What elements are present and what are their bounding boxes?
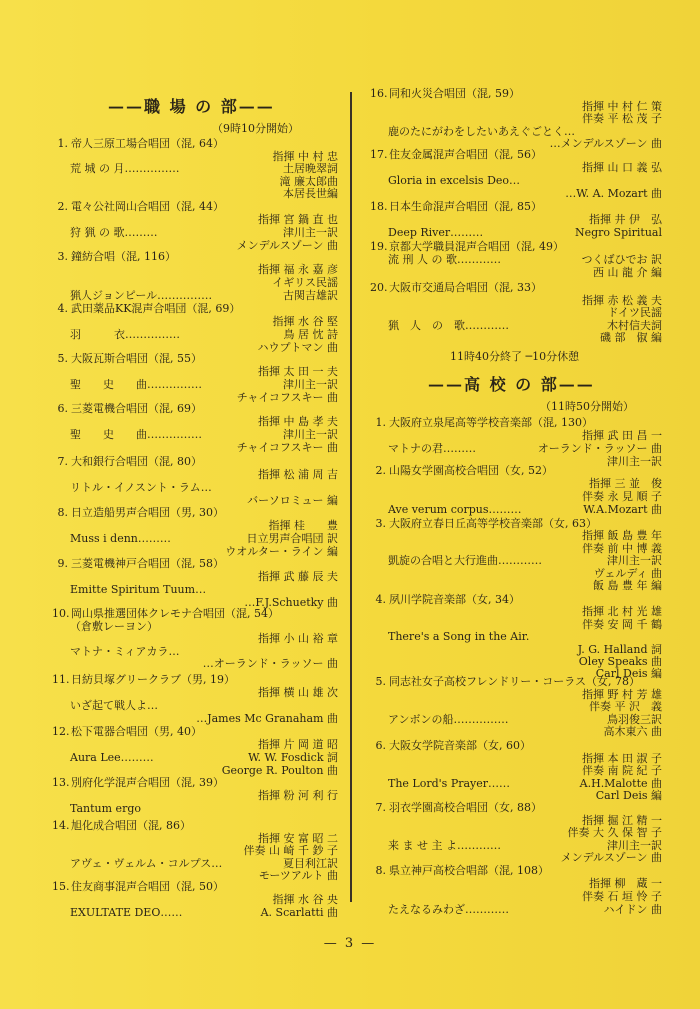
program-entry — [370, 802, 662, 865]
choir-name: 大和銀行合唱団（混, 80） — [71, 455, 202, 468]
entry-line — [370, 226, 662, 239]
song-title: Gloria in excelsis Deo… — [388, 174, 521, 187]
choir-name: 住友金属混声合唱団（混, 56） — [389, 148, 542, 161]
song-title: たえなるみわざ………… — [388, 903, 509, 916]
entry-header — [370, 240, 662, 253]
credit-text: 指揮 山 口 義 弘 — [582, 161, 662, 174]
entry-header — [52, 200, 338, 213]
credit-text: …オーランド・ラッソー 曲 — [202, 657, 338, 671]
credit-text: バーソロミュー 編 — [247, 494, 338, 507]
entry-line — [370, 442, 662, 455]
entry-number: 1. — [375, 416, 386, 429]
entry-header — [370, 148, 662, 161]
credit-text: チャイコフスキー 曲 — [236, 441, 338, 454]
program-entry — [52, 455, 338, 507]
entry-number: 14. — [52, 819, 70, 832]
entry-header — [52, 402, 338, 415]
entry-number: 7. — [375, 801, 386, 814]
credit-text: 伴奏 山 崎 千 鈔 子 — [243, 844, 338, 858]
song-title: Ave verum corpus……… — [388, 503, 522, 516]
entry-line — [52, 263, 338, 276]
entry-line — [52, 315, 338, 328]
choir-name: 鐘紡合唱（混, 116） — [71, 250, 176, 263]
credit-text: 日立男声合唱団 訳 — [246, 532, 338, 545]
credit-text: 指揮 井 伊 弘 — [589, 213, 662, 226]
entry-number: 4. — [375, 593, 386, 606]
page-number: — 3 — — [323, 936, 377, 951]
credit-text: 指揮 水 谷 堅 — [272, 315, 338, 328]
program-entry — [370, 88, 662, 151]
choir-name: 岡山県推選団体クレモナ合唱団（混, 54） — [71, 607, 279, 620]
entry-header — [52, 352, 338, 365]
entry-line — [370, 253, 662, 266]
song-title: 猟 人 の 歌………… — [388, 318, 509, 332]
credit-text: A. Scarlatti 曲 — [260, 906, 338, 919]
program-entry — [52, 608, 338, 671]
credit-text: 磯 部 俶 編 — [600, 331, 662, 345]
credit-text: 伴奏 石 垣 怜 子 — [582, 890, 662, 903]
program-entry — [370, 240, 662, 279]
entry-line — [370, 726, 662, 739]
song-title: 凱旋の合唱と大行進曲………… — [388, 554, 542, 568]
song-title: 聖 史 曲…………… — [70, 378, 202, 391]
program-entry — [370, 282, 662, 345]
choir-name: 山陽女学園高校合唱団（女, 52） — [389, 464, 553, 477]
credit-text: 指揮 粉 河 利 行 — [258, 789, 338, 802]
song-title: Aura Lee……… — [70, 751, 154, 764]
entry-line — [370, 827, 662, 840]
credit-text: 指揮 赤 松 義 夫 — [582, 293, 662, 307]
credit-text: 指揮 水 谷 央 — [272, 893, 338, 906]
credit-text: 指揮 飯 島 豊 年 — [582, 529, 662, 543]
entry-header — [52, 138, 338, 151]
start-time-note: （11時50分開始） — [540, 400, 634, 413]
entry-line — [52, 751, 338, 764]
start-time-note: （9時10分開始） — [212, 122, 299, 135]
entry-line — [370, 429, 662, 442]
entry-line — [52, 378, 338, 391]
choir-name: 県立神戸高校合唱部（混, 108） — [389, 864, 549, 877]
program-entry — [370, 594, 662, 681]
entry-number: 5. — [375, 675, 386, 688]
entry-number: 5. — [57, 352, 68, 365]
entry-line — [370, 332, 662, 345]
entry-number: 15. — [52, 880, 70, 893]
choir-name: 大阪府立春日丘高等学校音楽部（女, 63） — [389, 517, 597, 530]
entry-line — [52, 365, 338, 378]
credit-text: 滝 廉太郎曲 — [279, 174, 338, 188]
credit-text: 津川主一訳 — [607, 554, 662, 568]
credit-text: J. G. Halland 詞 — [577, 642, 662, 656]
credit-text: 津川主一訳 — [283, 378, 338, 391]
entry-number: 2. — [57, 200, 68, 213]
entry-line — [370, 490, 662, 503]
song-title: アンボンの船…………… — [388, 712, 509, 726]
entry-line — [370, 307, 662, 320]
song-title: The Lord's Prayer…… — [388, 776, 511, 790]
entry-line — [370, 890, 662, 903]
entry-line — [370, 213, 662, 226]
entry-line — [52, 415, 338, 428]
song-title: （倉敷レーヨン） — [70, 619, 158, 633]
credit-text: 指揮 野 村 芳 雄 — [582, 687, 662, 701]
entry-number: 3. — [57, 250, 68, 263]
entry-line — [52, 570, 338, 583]
credit-text: 指揮 桂 豊 — [268, 519, 338, 532]
credit-text: ドイツ民謡 — [607, 306, 662, 320]
entry-header — [52, 776, 338, 789]
choir-name: 三菱電機合唱団（混, 69） — [71, 402, 202, 415]
entry-line — [52, 789, 338, 802]
entry-line — [370, 530, 662, 542]
credit-text: …メンデルスゾーン 曲 — [549, 137, 662, 151]
program-entry — [370, 676, 662, 739]
credit-text: 指揮 北 村 光 雄 — [582, 605, 662, 619]
song-title: 鹿のたにがわをしたいあえぐごとく… — [388, 124, 575, 138]
entry-line — [370, 161, 662, 174]
credit-text: …James Mc Granaham 曲 — [196, 712, 338, 725]
program-entry — [52, 200, 338, 252]
credit-text: イギリス民謡 — [272, 276, 338, 289]
credit-text: 指揮 三 並 俊 — [589, 477, 662, 490]
entry-header — [52, 673, 338, 686]
entry-line — [370, 631, 662, 643]
choir-name: 大阪市交通局合唱団（混, 33） — [389, 281, 542, 294]
entry-line — [52, 802, 338, 815]
entry-header — [370, 416, 662, 429]
entry-number: 4. — [57, 302, 68, 315]
entry-line — [52, 712, 338, 725]
credit-text: 指揮 中 島 孝 夫 — [258, 415, 338, 428]
entry-header — [52, 250, 338, 263]
credit-text: Oley Speaks 曲 — [578, 655, 662, 669]
entry-header — [370, 740, 662, 753]
entry-number: 2. — [375, 464, 386, 477]
credit-text: モーツアルト 曲 — [258, 869, 338, 883]
choir-name: 日紡貝塚グリークラブ（男, 19） — [71, 673, 235, 686]
entry-header — [52, 880, 338, 893]
song-title: 来 ま せ 主 よ………… — [388, 838, 501, 852]
song-title: いざ起て戦人よ… — [70, 699, 158, 712]
credit-text: 伴奏 南 院 紀 子 — [582, 764, 662, 778]
program-entry — [370, 740, 662, 803]
entry-number: 7. — [57, 455, 68, 468]
entry-line — [52, 532, 338, 545]
credit-text: メンデルスゾーン 曲 — [236, 239, 338, 252]
choir-name: 旭化成合唱団（混, 86） — [71, 819, 191, 832]
credit-text: 津川主一訳 — [607, 455, 662, 468]
choir-name: 日本生命混声合唱団（混, 85） — [389, 200, 542, 213]
entry-number: 9. — [57, 557, 68, 570]
choir-name: 電々公社岡山合唱団（混, 44） — [71, 200, 224, 213]
entry-header — [370, 464, 662, 477]
program-entry — [52, 352, 338, 404]
credit-text: 伴奏 永 見 順 子 — [582, 490, 662, 503]
entry-line — [370, 701, 662, 714]
entry-header — [52, 608, 338, 621]
entry-line — [52, 519, 338, 532]
credit-text: チャイコフスキー 曲 — [236, 391, 338, 404]
credit-text: 指揮 中 村 忠 — [272, 149, 338, 163]
program-entry — [370, 464, 662, 516]
song-title: アヴェ・ヴェルム・コルプス… — [70, 856, 223, 870]
credit-text: Carl Deis 編 — [595, 789, 662, 803]
credit-text: オーランド・ラッソー 曲 — [537, 442, 662, 455]
entry-line — [370, 903, 662, 916]
entry-line — [52, 633, 338, 646]
credit-text: A.H.Malotte 曲 — [579, 776, 662, 790]
entry-header — [370, 676, 662, 689]
program-entry — [52, 250, 338, 302]
section-title-highschool: ——高 校 の 部—— — [428, 375, 595, 394]
entry-line — [52, 289, 338, 302]
credit-text: 鳥羽俊三訳 — [607, 712, 662, 726]
entry-header — [370, 200, 662, 213]
program-entry — [52, 402, 338, 454]
credit-text: 指揮 太 田 一 夫 — [258, 365, 338, 378]
entry-number: 11. — [52, 673, 70, 686]
entry-line — [52, 893, 338, 906]
credit-text: つくばひでお 訳 — [581, 253, 662, 266]
entry-header — [52, 506, 338, 519]
entry-number: 18. — [370, 200, 388, 213]
credit-text: …W. A. Mozart 曲 — [565, 187, 662, 200]
credit-text: ハウプトマン 曲 — [257, 341, 338, 354]
entry-header — [370, 864, 662, 877]
program-entry — [52, 725, 338, 777]
entry-line — [52, 699, 338, 712]
entry-line — [52, 738, 338, 751]
song-title: マトナ・ミィアカラ… — [70, 644, 180, 658]
choir-name: 夙川学院音楽部（女, 34） — [389, 593, 520, 606]
entry-number: 10. — [52, 607, 70, 620]
song-title: EXULTATE DEO…… — [70, 906, 183, 919]
choir-name: 大阪府立泉尾高等学校音楽部（混, 130） — [389, 416, 593, 429]
song-title: Emitte Spiritum Tuum… — [70, 583, 207, 596]
choir-name: 松下電器合唱団（男, 40） — [71, 725, 202, 738]
entry-number: 20. — [370, 281, 388, 294]
credit-text: 高木東六 曲 — [603, 725, 662, 739]
credit-text: 伴奏 前 中 博 義 — [582, 541, 662, 555]
choir-name: 別府化学混声合唱団（混, 39） — [71, 776, 224, 789]
song-title: 狩 猟 の 歌……… — [70, 226, 158, 239]
entry-line — [52, 906, 338, 919]
entry-line — [52, 328, 338, 341]
entry-line — [370, 877, 662, 890]
credit-text: 指揮 武 田 昌 一 — [582, 429, 662, 442]
entry-line — [370, 765, 662, 778]
entry-line — [52, 226, 338, 239]
entry-line — [370, 266, 662, 279]
credit-text: 指揮 安 富 昭 二 — [258, 831, 338, 845]
song-title: Tantum ergo — [70, 802, 141, 815]
entry-number: 1. — [57, 137, 68, 150]
choir-name: 羽衣学園高校合唱団（女, 88） — [389, 801, 542, 814]
credit-text: 伴奏 平 沢 義 — [589, 700, 662, 714]
entry-line — [370, 477, 662, 490]
program-entry — [52, 302, 338, 354]
entry-line — [52, 163, 338, 176]
credit-text: 土居晩翠詞 — [283, 162, 338, 176]
choir-name: 同和火災合唱団（混, 59） — [389, 87, 520, 100]
entry-header — [52, 725, 338, 738]
program-entry — [52, 880, 338, 919]
song-title: 荒 城 の 月…………… — [70, 162, 180, 176]
credit-text: 指揮 片 岡 道 昭 — [258, 738, 338, 751]
program-entry — [370, 518, 662, 592]
program-entry — [52, 673, 338, 725]
choir-name: 日立造船男声合唱団（男, 30） — [71, 506, 224, 519]
song-title: 羽 衣…………… — [70, 328, 180, 341]
section-title-workplace: ——職 場 の 部—— — [108, 97, 275, 116]
entry-header — [52, 820, 338, 833]
song-title: 猟人ジョンピール…………… — [70, 289, 213, 302]
credit-text: 指揮 掘 江 精 一 — [582, 813, 662, 827]
entry-line — [370, 555, 662, 567]
entry-line — [370, 580, 662, 592]
choir-name: 武田薬品KK混声合唱団（混, 69） — [71, 302, 241, 315]
program-entry — [52, 776, 338, 815]
program-entry — [370, 148, 662, 200]
choir-name: 大阪女学院音楽部（女, 60） — [389, 739, 531, 752]
entry-number: 6. — [375, 739, 386, 752]
entry-number: 12. — [52, 725, 70, 738]
credit-text: 指揮 武 藤 辰 夫 — [258, 570, 338, 583]
entry-line — [52, 276, 338, 289]
credit-text: 津川主一訳 — [283, 226, 338, 239]
entry-line — [52, 845, 338, 858]
program-entry — [370, 864, 662, 916]
song-title: Muss i denn……… — [70, 532, 171, 545]
song-title: リトル・イノスント・ラム… — [70, 481, 212, 494]
credit-text: 鳥 居 忱 詩 — [283, 328, 338, 341]
song-title: マトナの君……… — [388, 442, 476, 455]
credit-text: W.A.Mozart 曲 — [583, 503, 662, 516]
entry-header — [52, 557, 338, 570]
credit-text: 指揮 松 浦 周 吉 — [258, 468, 338, 481]
credit-text: 指揮 柳 蔵 一 — [589, 877, 662, 890]
credit-text: Carl Deis 編 — [595, 667, 662, 681]
entry-number: 17. — [370, 148, 388, 161]
entry-line — [370, 503, 662, 516]
entry-number: 19. — [370, 240, 388, 253]
entry-line — [52, 481, 338, 494]
credit-text: George R. Poulton 曲 — [221, 764, 338, 777]
choir-name: 住友商事混声合唱団（混, 50） — [71, 880, 224, 893]
entry-number: 3. — [375, 517, 386, 530]
credit-text: 西 山 龍 介 編 — [593, 266, 662, 279]
credit-text: 伴奏 安 岡 千 鶴 — [582, 617, 662, 631]
program-entry — [52, 138, 338, 201]
credit-text: 伴奏 平 松 茂 子 — [582, 112, 662, 126]
entry-number: 16. — [370, 87, 388, 100]
song-title: 聖 史 曲…………… — [70, 428, 202, 441]
entry-line — [52, 441, 338, 454]
credit-text: 指揮 宮 鍋 直 也 — [258, 213, 338, 226]
entry-line — [52, 686, 338, 699]
credit-text: W. W. Fosdick 詞 — [248, 751, 338, 764]
credit-text: 古関吉雄訳 — [283, 289, 338, 302]
entry-header — [370, 88, 662, 101]
credit-text: …F.J.Schuetky 曲 — [244, 596, 338, 609]
credit-text: ハイドン 曲 — [603, 903, 662, 916]
credit-text: Negro Spiritual — [574, 226, 662, 239]
program-entry — [52, 820, 338, 883]
entry-header — [370, 802, 662, 815]
choir-name: 同志社女子高校フレンドリー・コーラス（女, 78） — [389, 675, 640, 688]
entry-header — [52, 455, 338, 468]
program-entry — [370, 416, 662, 468]
entry-line — [370, 606, 662, 618]
choir-name: 帝人三原工場合唱団（混, 64） — [71, 137, 224, 150]
program-entry — [52, 557, 338, 609]
credit-text: 指揮 横 山 雄 次 — [258, 686, 338, 699]
program-entry — [370, 200, 662, 239]
entry-line — [52, 583, 338, 596]
credit-text: 本居長世編 — [283, 187, 338, 201]
entry-number: 8. — [57, 506, 68, 519]
credit-text: 津川主一訳 — [283, 428, 338, 441]
credit-text: 指揮 中 村 仁 策 — [582, 99, 662, 113]
song-title: There's a Song in the Air. — [388, 630, 530, 644]
entry-line — [52, 468, 338, 481]
credit-text: ウオルター・ライン 編 — [225, 545, 338, 558]
entry-line — [370, 174, 662, 187]
credit-text: 津川主一訳 — [607, 838, 662, 852]
entry-line — [370, 113, 662, 126]
entry-number: 13. — [52, 776, 70, 789]
credit-text: 指揮 本 田 淑 子 — [582, 751, 662, 765]
column-divider — [350, 92, 352, 902]
break-note: 11時40分終了 ─10分休憩 — [450, 350, 580, 363]
entry-line — [370, 187, 662, 200]
credit-text: 指揮 小 山 裕 章 — [258, 632, 338, 646]
credit-text: 夏目利江訳 — [283, 856, 338, 870]
entry-header — [370, 282, 662, 295]
credit-text: 指揮 福 永 嘉 彦 — [258, 263, 338, 276]
song-title: Deep River……… — [388, 226, 484, 239]
entry-header — [52, 302, 338, 315]
credit-text: 木村信夫詞 — [607, 318, 662, 332]
choir-name: 大阪瓦斯合唱団（混, 55） — [71, 352, 202, 365]
credit-text: 飯 島 豊 年 編 — [593, 579, 662, 593]
song-title: 流 刑 人 の 歌………… — [388, 253, 501, 266]
program-entry — [52, 506, 338, 558]
credit-text: メンデルスゾーン 曲 — [560, 851, 662, 865]
entry-line — [52, 213, 338, 226]
entry-line — [52, 428, 338, 441]
entry-number: 8. — [375, 864, 386, 877]
entry-number: 6. — [57, 402, 68, 415]
credit-text: ヴェルディ 曲 — [593, 566, 662, 580]
choir-name: 京都大学職員混声合唱団（混, 49） — [389, 240, 564, 253]
choir-name: 三菱電機神戸合唱団（混, 58） — [71, 557, 224, 570]
credit-text: 伴奏 大 久 保 智 子 — [567, 826, 662, 840]
entry-line — [52, 658, 338, 671]
